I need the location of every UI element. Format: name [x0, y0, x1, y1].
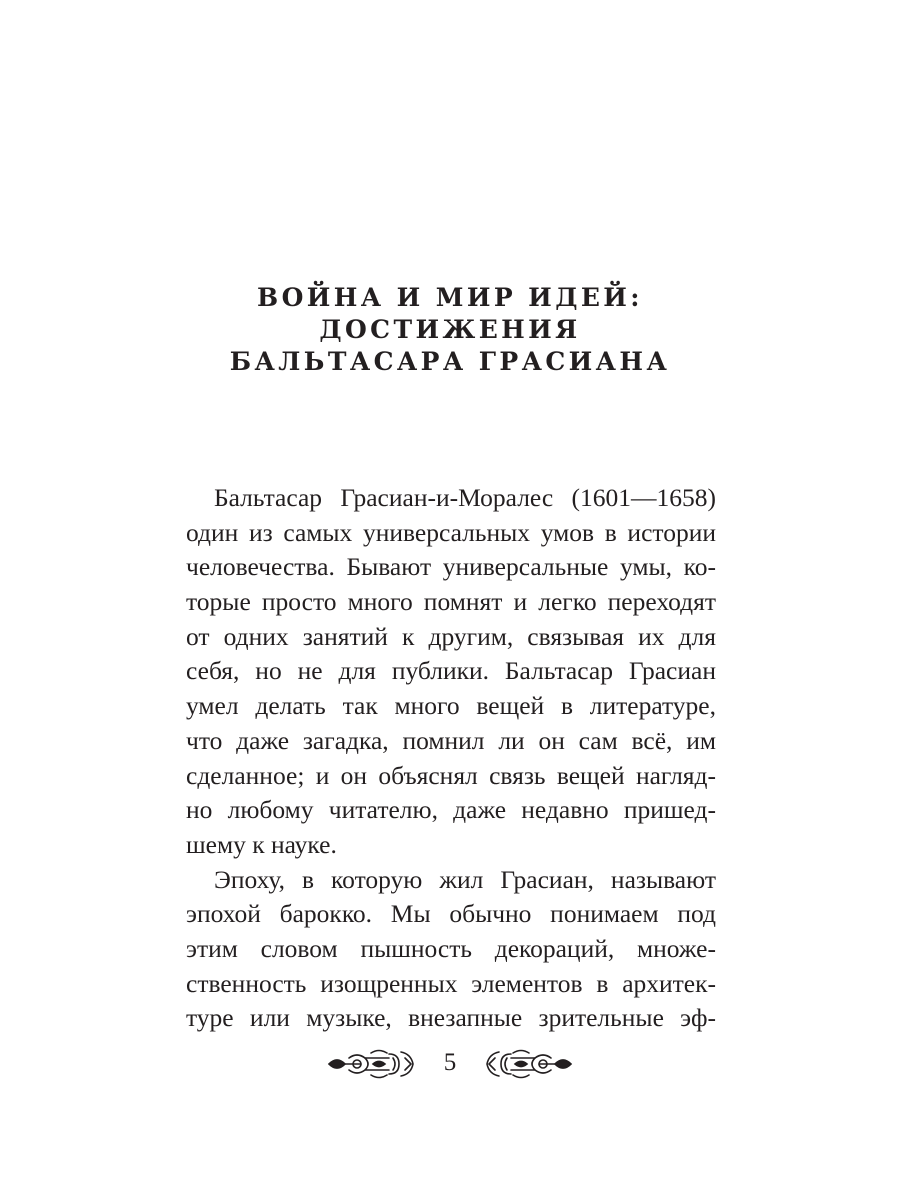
text-line: торые просто много помнят и легко переходят: [186, 587, 716, 617]
chapter-title-line-3: БАЛЬТАСАРА ГРАСИАНА: [229, 347, 671, 376]
text-line: туре или музыке, внезапные зрительные эф-: [186, 1003, 716, 1033]
text-line: Эпоху, в которую жил Грасиан, называют: [214, 864, 716, 894]
text-line: ственность изощренных элементов в архитек-: [186, 968, 716, 998]
text-line: сделанное; и он объяснял связь вещей нагляд-: [186, 760, 716, 790]
chapter-title-line-1: ВОЙНА И МИР ИДЕЙ:: [257, 283, 643, 312]
baroque-scroll-ornament-icon: [327, 1044, 417, 1084]
page-footer: [0, 1044, 900, 1084]
baroque-scroll-ornament-icon: [483, 1044, 573, 1084]
text-line: себя, но не для публики. Бальтасар Грасиан: [186, 656, 716, 686]
text-line: но любому читателю, даже недавно пришед-: [186, 795, 716, 825]
text-line: шему к науке.: [186, 829, 337, 859]
text-line: эпохой барокко. Мы обычно понимаем под: [186, 899, 716, 929]
text-line: Бальтасар Грасиан-и-Моралес (1601—1658): [214, 483, 716, 512]
text-line: человечества. Бывают универсальные умы, ко-: [186, 552, 716, 582]
chapter-title: [0, 282, 900, 378]
page-number: 5: [443, 1049, 457, 1076]
body-text: [186, 481, 716, 1036]
text-line: что даже загадка, помнил ли он сам всё, им: [186, 725, 716, 755]
text-line: умел делать так много вещей в литературе,: [186, 691, 716, 721]
text-line: один из самых универсальных умов в истории: [186, 517, 716, 547]
text-line: этим словом пышность декораций, множе-: [186, 933, 716, 963]
chapter-title-line-2: ДОСТИЖЕНИЯ: [319, 315, 581, 344]
text-line: от одних занятий к другим, связывая их для: [186, 621, 716, 651]
